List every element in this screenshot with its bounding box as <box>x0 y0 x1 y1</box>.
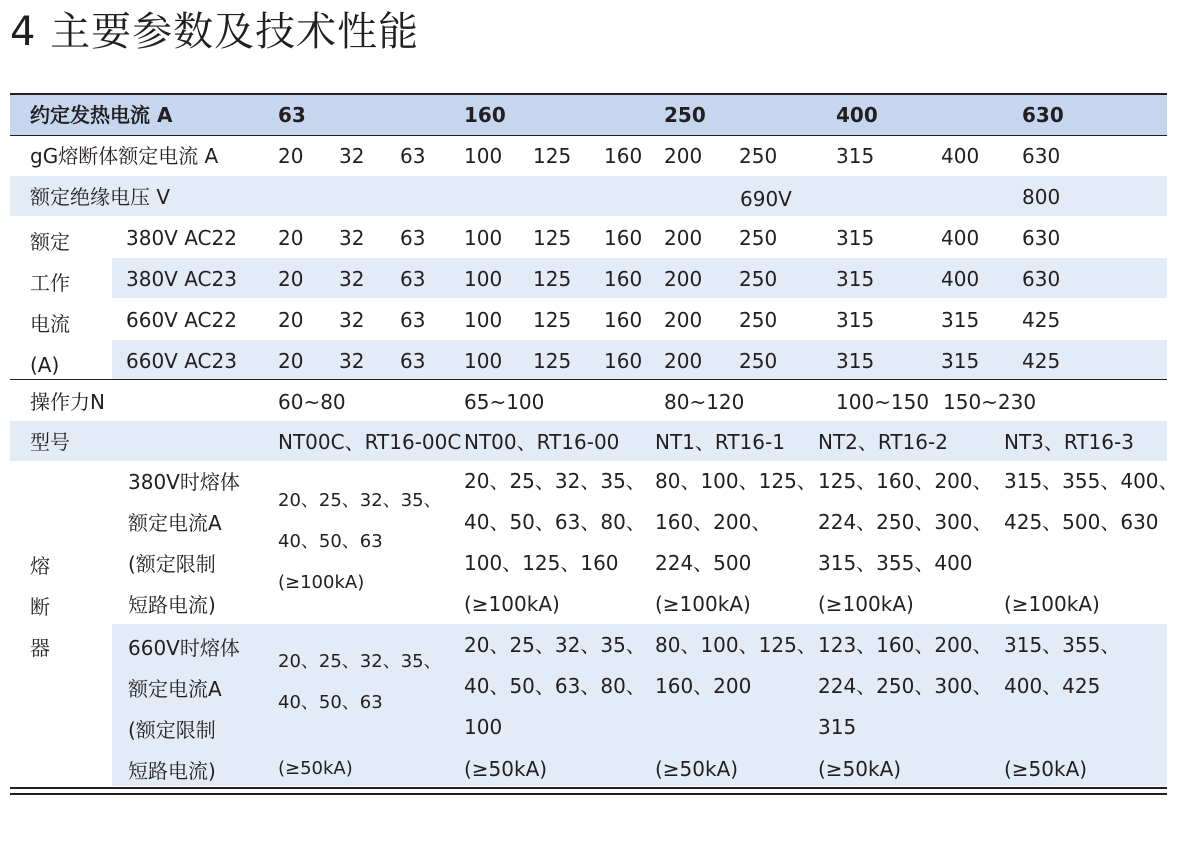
page-title: 4 主要参数及技术性能 <box>10 9 420 55</box>
header-label: 约定发热电流 A <box>30 103 173 127</box>
cell: 80~120 <box>664 390 745 414</box>
cell: 425 <box>1022 308 1061 332</box>
cell: 315 <box>836 226 875 250</box>
cell: 32 <box>339 308 365 332</box>
cell: 32 <box>339 349 365 373</box>
cell: 160、200 <box>655 674 752 698</box>
top-rule <box>10 93 1167 95</box>
cell: 125 <box>533 308 572 332</box>
cell: 250 <box>739 349 778 373</box>
cell: 315 <box>818 715 857 739</box>
cell: (≥50kA) <box>818 757 902 781</box>
group-label: 电流 <box>30 312 70 336</box>
cell: (≥100kA) <box>818 592 914 616</box>
cell: 315、355、400 <box>818 551 973 575</box>
cell: 63 <box>400 349 426 373</box>
cell: (≥100kA) <box>278 572 365 593</box>
cell: 100 <box>464 715 503 739</box>
cell: 160 <box>604 144 643 168</box>
cell: 20 <box>278 267 304 291</box>
cell: 315、355、400、 <box>1004 469 1179 493</box>
cell: (≥50kA) <box>1004 757 1088 781</box>
cell: 200 <box>664 349 703 373</box>
cell: 250 <box>739 267 778 291</box>
row-label: 380V AC23 <box>126 267 237 291</box>
header-row-background <box>10 95 1167 135</box>
group-label: 额定 <box>30 230 70 254</box>
row-label: gG熔断体额定电流 A <box>30 144 219 168</box>
cell: 20 <box>278 349 304 373</box>
cell: 20 <box>278 308 304 332</box>
cell: 20、25、32、35、 <box>464 633 646 657</box>
cell: 80、100、125、 <box>655 469 817 493</box>
cell: 125 <box>533 144 572 168</box>
cell: 150~230 <box>943 390 1037 414</box>
cell: 160 <box>604 308 643 332</box>
cell: 630 <box>1022 267 1061 291</box>
cell: 100~150 <box>836 390 930 414</box>
cell: NT3、RT16-3 <box>1004 430 1134 454</box>
cell: 40、50、63、80、 <box>464 510 646 534</box>
cell: 60~80 <box>278 390 346 414</box>
cell: 224、250、300、 <box>818 674 993 698</box>
header-value: 400 <box>836 103 878 127</box>
row-label: 操作力N <box>30 390 105 414</box>
row-label: (额定限制 <box>128 552 216 576</box>
cell: 125、160、200、 <box>818 469 993 493</box>
cell: 315 <box>836 308 875 332</box>
cell: 200 <box>664 308 703 332</box>
row-label: 660V AC23 <box>126 349 237 373</box>
cell: 40、50、63、80、 <box>464 674 646 698</box>
cell: 630 <box>1022 226 1061 250</box>
cell: 100 <box>464 308 503 332</box>
cell: 63 <box>400 144 426 168</box>
cell: 400 <box>941 144 980 168</box>
cell: 315 <box>836 349 875 373</box>
cell: 250 <box>739 308 778 332</box>
cell: 20、25、32、35、 <box>278 651 442 672</box>
cell: 20 <box>278 144 304 168</box>
cell: 100 <box>464 267 503 291</box>
cell: (≥100kA) <box>655 592 751 616</box>
cell: 160 <box>604 226 643 250</box>
header-value: 160 <box>464 103 506 127</box>
cell: 100 <box>464 226 503 250</box>
group-label: 断 <box>30 595 50 619</box>
cell: 200 <box>664 144 703 168</box>
cell: 100 <box>464 349 503 373</box>
cell: 224、250、300、 <box>818 510 993 534</box>
cell: 400 <box>941 226 980 250</box>
cell: (≥50kA) <box>278 758 353 779</box>
cell: 160 <box>604 267 643 291</box>
cell: 400、425 <box>1004 674 1101 698</box>
cell: 690V <box>740 187 792 211</box>
cell: NT00C、RT16-00C <box>278 430 462 454</box>
cell: 32 <box>339 226 365 250</box>
cell: 125 <box>533 226 572 250</box>
cell: NT2、RT16-2 <box>818 430 948 454</box>
row-label: 额定绝缘电压 V <box>30 185 171 209</box>
cell: 63 <box>400 226 426 250</box>
row-label: 额定电流A <box>128 511 222 535</box>
row-label: 型号 <box>30 430 70 454</box>
cell: 250 <box>739 226 778 250</box>
group-label: 器 <box>30 636 50 660</box>
cell: 123、160、200、 <box>818 633 993 657</box>
cell: 63 <box>400 308 426 332</box>
cell: 800 <box>1022 185 1061 209</box>
cell: 20 <box>278 226 304 250</box>
cell: 315 <box>836 144 875 168</box>
row-label: 额定电流A <box>128 677 222 701</box>
header-value: 63 <box>278 103 306 127</box>
row-label: 短路电流) <box>128 759 216 783</box>
header-value: 250 <box>664 103 706 127</box>
cell: 200 <box>664 226 703 250</box>
cell: 20、25、32、35、 <box>278 490 442 511</box>
cell: (≥100kA) <box>464 592 560 616</box>
cell: 125 <box>533 349 572 373</box>
cell: 315 <box>836 267 875 291</box>
cell: 40、50、63 <box>278 531 383 552</box>
row-label: 380V时熔体 <box>128 470 240 494</box>
row-label: 660V时熔体 <box>128 636 240 660</box>
cell: 425 <box>1022 349 1061 373</box>
cell: 160、200、 <box>655 510 772 534</box>
header-rule <box>10 135 1167 136</box>
row-label: (额定限制 <box>128 718 216 742</box>
cell: 160 <box>604 349 643 373</box>
cell: 32 <box>339 144 365 168</box>
group-label: 熔 <box>30 554 50 578</box>
cell: 630 <box>1022 144 1061 168</box>
section-rule <box>10 379 1167 380</box>
cell: NT00、RT16-00 <box>464 430 620 454</box>
group-label: 工作 <box>30 271 70 295</box>
cell: 32 <box>339 267 365 291</box>
cell: NT1、RT16-1 <box>655 430 785 454</box>
group-label: (A) <box>30 353 60 377</box>
cell: 65~100 <box>464 390 545 414</box>
cell: 400 <box>941 267 980 291</box>
cell: 315 <box>941 308 980 332</box>
cell: (≥50kA) <box>464 757 548 781</box>
cell: 315、355、 <box>1004 633 1121 657</box>
row-label: 短路电流) <box>128 593 216 617</box>
cell: 100 <box>464 144 503 168</box>
bottom-rule-2 <box>10 793 1167 795</box>
cell: 63 <box>400 267 426 291</box>
cell: (≥100kA) <box>1004 592 1100 616</box>
cell: 80、100、125、 <box>655 633 817 657</box>
cell: 200 <box>664 267 703 291</box>
cell: 100、125、160 <box>464 551 619 575</box>
cell: 224、500 <box>655 551 752 575</box>
cell: 250 <box>739 144 778 168</box>
cell: (≥50kA) <box>655 757 739 781</box>
cell: 315 <box>941 349 980 373</box>
band-insulation <box>10 176 1167 216</box>
cell: 125 <box>533 267 572 291</box>
cell: 425、500、630 <box>1004 510 1159 534</box>
header-value: 630 <box>1022 103 1064 127</box>
bottom-rule-1 <box>10 787 1167 789</box>
cell: 40、50、63 <box>278 692 383 713</box>
row-label: 380V AC22 <box>126 226 237 250</box>
cell: 20、25、32、35、 <box>464 469 646 493</box>
row-label: 660V AC22 <box>126 308 237 332</box>
